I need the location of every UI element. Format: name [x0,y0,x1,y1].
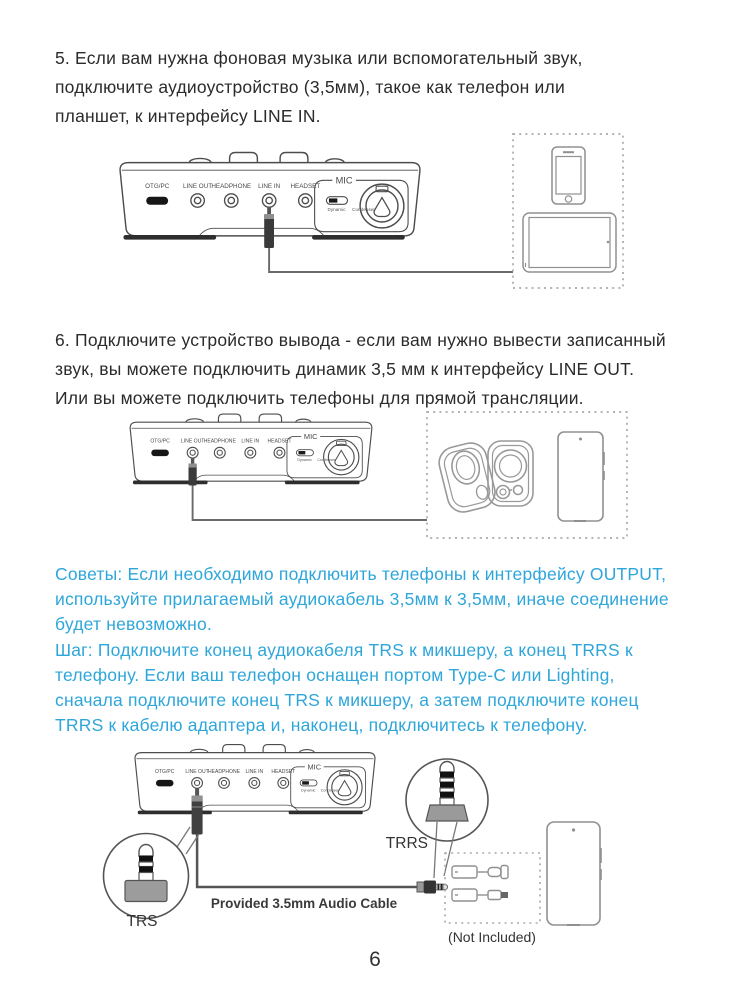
text-line: сначала подключите конец TRS к микшеру, а затем подключите конец [55,690,639,711]
text-line: 6. Подключите устройство вывода - если вам нужно вывести записанный [55,330,666,350]
text-line: TRRS к кабелю адаптера и, наконец, подключитесь к телефону. [55,715,588,736]
trrs-label: TRRS [385,835,428,852]
cable-end-plug [417,881,448,894]
text-line: Или вы можете подключить телефоны для прямой трансляции. [55,388,584,408]
text-line: 5. Если вам нужна фоновая музыка или вспомогательный звук, [55,48,583,68]
phone-illustration [547,822,601,925]
tips-paragraph [55,562,705,738]
trs-callout [104,827,200,930]
text-line: телефону. Если ваш телефон оснащен портом Type-C или Lighting, [55,664,615,685]
text-line: Шаг: Подключите конец аудиокабеля TRS к микшеру, а конец TRRS к [55,639,633,660]
mixer-device [135,745,375,815]
trs-label: TRS [126,913,158,930]
step5-paragraph [55,44,705,131]
phone-illustration [558,432,604,521]
adapter-type-c [452,866,508,879]
mixer-device [130,414,372,484]
trrs-callout [386,759,488,878]
text-line: планшет, к интерфейсу LINE IN. [55,106,321,126]
tablet-illustration [523,213,616,272]
text-line: используйте прилагаемый аудиокабель 3,5мм к 3,5мм, иначе соединение [55,589,669,610]
text-line: звук, вы можете подключить динамик 3,5 мм к интерфейсу LINE OUT. [55,359,635,379]
device-box [427,412,627,538]
text-line: подключите аудиоустройство (3,5мм), такое как телефон или [55,77,565,97]
figure-line-out-diagram [95,405,640,547]
adapters-box [445,853,540,945]
not-included-label: (Not Included) [448,929,536,945]
step6-paragraph [55,326,705,413]
text-line: Советы: Если необходимо подключить телефоны к интерфейсу OUTPUT, [55,564,667,584]
cable-caption: Provided 3.5mm Audio Cable [210,896,398,911]
adapter-lightning [452,889,508,901]
page-number: 6 [369,948,381,971]
figure-line-in-diagram [95,133,640,295]
phone-illustration [552,147,585,204]
text-line: будет невозможно. [55,614,213,635]
figure-trs-trrs-diagram [95,735,655,950]
